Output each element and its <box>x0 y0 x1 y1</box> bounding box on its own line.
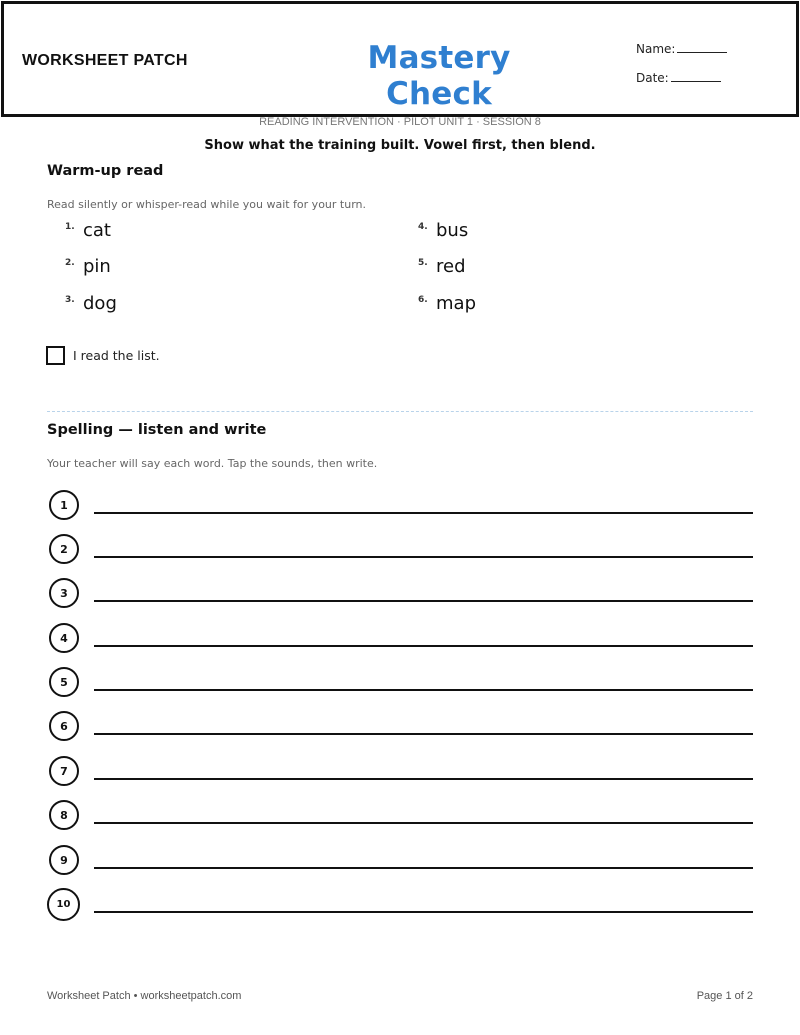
spelling-row <box>47 845 753 877</box>
worksheet-header <box>1 1 799 117</box>
warmup-note: Read silently or whisper-read while you wait for your turn. <box>47 198 366 211</box>
answer-line[interactable] <box>94 600 753 602</box>
word-text: pin <box>83 256 111 277</box>
answer-line[interactable] <box>94 556 753 558</box>
spelling-row <box>47 800 753 832</box>
spelling-row <box>47 756 753 788</box>
answer-line[interactable] <box>94 867 753 869</box>
read-list-checkbox[interactable] <box>46 346 65 365</box>
answer-line[interactable] <box>94 778 753 780</box>
spelling-row <box>47 490 753 522</box>
item-number-circle: 5 <box>49 667 79 697</box>
answer-line[interactable] <box>94 733 753 735</box>
spelling-row <box>47 578 753 610</box>
item-number-circle: 10 <box>47 888 80 921</box>
date-blank[interactable] <box>671 72 721 82</box>
date-field[interactable] <box>636 71 721 85</box>
answer-line[interactable] <box>94 911 753 913</box>
word-number: 5. <box>418 258 428 268</box>
spelling-row <box>47 623 753 655</box>
spelling-heading: Spelling — listen and write <box>47 422 267 438</box>
spelling-row <box>47 711 753 743</box>
word-number: 3. <box>65 295 75 305</box>
spelling-row <box>47 889 753 921</box>
item-number-circle: 3 <box>49 578 79 608</box>
word-number: 1. <box>65 222 75 232</box>
word-number: 4. <box>418 222 428 232</box>
word-text: dog <box>83 293 117 314</box>
word-text: map <box>436 293 476 314</box>
spelling-note: Your teacher will say each word. Tap the sounds, then write. <box>47 457 378 470</box>
item-number-circle: 2 <box>49 534 79 564</box>
warmup-heading: Warm-up read <box>47 163 164 179</box>
word-text: bus <box>436 220 469 241</box>
page-title: Mastery Check <box>367 40 511 112</box>
name-blank[interactable] <box>677 43 727 53</box>
answer-line[interactable] <box>94 689 753 691</box>
read-list-label: I read the list. <box>73 348 160 363</box>
spelling-row <box>47 667 753 699</box>
instruction-text: Show what the training built. Vowel first, then blend. <box>204 138 596 153</box>
spelling-row <box>47 534 753 566</box>
word-number: 2. <box>65 258 75 268</box>
item-number-circle: 9 <box>49 845 79 875</box>
word-text: cat <box>83 220 111 241</box>
answer-line[interactable] <box>94 645 753 647</box>
brand-name: WORKSHEET PATCH <box>22 52 188 69</box>
item-number-circle: 4 <box>49 623 79 653</box>
item-number-circle: 1 <box>49 490 79 520</box>
section-divider <box>47 411 753 412</box>
item-number-circle: 7 <box>49 756 79 786</box>
word-number: 6. <box>418 295 428 305</box>
answer-line[interactable] <box>94 512 753 514</box>
date-label: Date: <box>636 71 669 85</box>
item-number-circle: 8 <box>49 800 79 830</box>
footer-site: Worksheet Patch • worksheetpatch.com <box>47 990 242 1002</box>
answer-line[interactable] <box>94 822 753 824</box>
session-subtitle: READING INTERVENTION · PILOT UNIT 1 · SESSION 8 <box>259 116 541 128</box>
item-number-circle: 6 <box>49 711 79 741</box>
word-text: red <box>436 256 466 277</box>
name-label: Name: <box>636 42 676 56</box>
footer-page-number: Page 1 of 2 <box>696 990 753 1002</box>
name-field[interactable] <box>636 42 727 56</box>
